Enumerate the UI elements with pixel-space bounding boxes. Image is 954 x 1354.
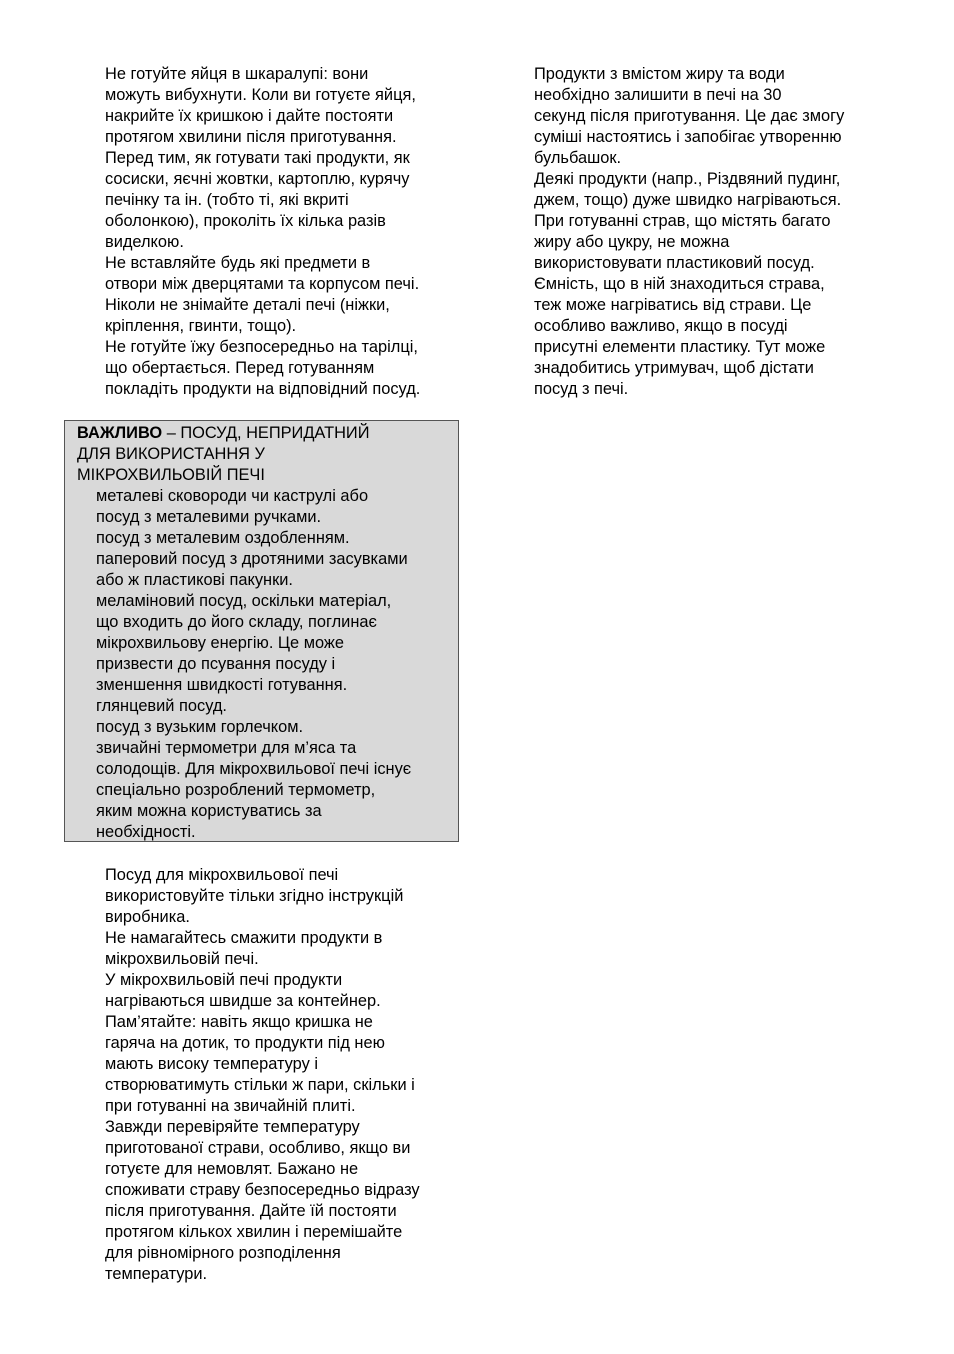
paragraph [105, 148, 420, 253]
paragraph [534, 169, 844, 211]
paragraph [105, 1117, 420, 1285]
text-line: Пам’ятайте: навіть якщо кришка не [105, 1013, 373, 1031]
text-line: що обертається. Перед готуванням [105, 359, 375, 377]
text-line: можуть вибухнути. Коли ви готуєте яйця, [105, 86, 416, 104]
text-line: ДЛЯ ВИКОРИСТАННЯ У [77, 445, 265, 463]
text-line: мікрохвильову енергію. Це може [96, 634, 344, 652]
text-line: зменшення швидкості готування. [96, 676, 348, 694]
text-line: присутні елементи пластику. Тут може [534, 338, 826, 356]
text-line: використовуйте тільки згідно інструкцій [105, 887, 404, 905]
text-line: після приготування. Дайте їй постояти [105, 1202, 397, 1220]
text-line: Не готуйте їжу безпосередньо на тарілці, [105, 338, 418, 356]
text-line: меламіновий посуд, оскільки матеріал, [96, 592, 392, 610]
list-item [96, 591, 458, 696]
text-line: виделкою. [105, 233, 184, 251]
important-label: ВАЖЛИВО [77, 424, 163, 442]
text-line: Не готуйте яйця в шкаралупі: вони [105, 65, 369, 83]
text-line: печінку та ін. (тобто ті, які вкриті [105, 191, 349, 209]
paragraph [105, 337, 420, 400]
text-line: протягом хвилини після приготування. [105, 128, 397, 146]
text-line: звичайні термометри для м’яса та [96, 739, 357, 757]
list-item [96, 549, 458, 591]
text-line: паперовий посуд з дротяними засувками [96, 550, 408, 568]
text-line: необхідно залишити в печі на 30 [534, 86, 782, 104]
text-line: металеві сковороди чи каструлі або [96, 487, 369, 505]
text-line: посуд з печі. [534, 380, 629, 398]
text-line: готуєте для немовлят. Бажано не [105, 1160, 359, 1178]
text-line: при готуванні на звичайній плиті. [105, 1097, 356, 1115]
text-line: Ємність, що в ній знаходиться страва, [534, 275, 825, 293]
text-line: необхідності. [96, 823, 196, 841]
text-line: протягом кількох хвилин і перемішайте [105, 1223, 403, 1241]
text-line: посуд з металевими ручками. [96, 508, 322, 526]
text-line: Деякі продукти (напр., Різдвяний пудинг, [534, 170, 841, 188]
paragraph [534, 64, 844, 169]
text-line: Продукти з вмістом жиру та води [534, 65, 785, 83]
text-line: що входить до його складу, поглинає [96, 613, 377, 631]
paragraph [105, 295, 420, 337]
text-line: для рівномірного розподілення [105, 1244, 341, 1262]
text-line: При готуванні страв, що містять багато [534, 212, 831, 230]
text-line: посуд з вузьким горлечком. [96, 718, 304, 736]
unsuitable-cookware-list [96, 486, 458, 843]
text-line: створюватимуть стільки ж пари, скільки і [105, 1076, 415, 1094]
text-line: жиру або цукру, не можна [534, 233, 730, 251]
text-line: накрийте їх кришкою і дайте постояти [105, 107, 394, 125]
text-line: солодощів. Для мікрохвильової печі існує [96, 760, 412, 778]
text-line: гаряча на дотик, то продукти під нею [105, 1034, 385, 1052]
left-column-bottom [105, 865, 420, 1285]
text-line: виробника. [105, 908, 190, 926]
paragraph [105, 970, 420, 1117]
list-item [96, 696, 458, 717]
paragraph [105, 253, 420, 295]
text-line: оболонкою), проколіть їх кілька разів [105, 212, 386, 230]
text-line: суміші настоятись і запобігає утворенню [534, 128, 842, 146]
paragraph [105, 928, 420, 970]
text-line: споживати страву безпосередньо відразу [105, 1181, 420, 1199]
text-line: глянцевий посуд. [96, 697, 227, 715]
right-column [534, 64, 844, 400]
text-line: кріплення, гвинти, тощо). [105, 317, 297, 335]
text-line: У мікрохвильовій печі продукти [105, 971, 343, 989]
list-item [96, 528, 458, 549]
text-line: покладіть продукти на відповідний посуд. [105, 380, 421, 398]
text-line: спеціально розроблений термометр, [96, 781, 376, 799]
text-line: Посуд для мікрохвильової печі [105, 866, 339, 884]
paragraph [105, 64, 420, 148]
text-line: Завжди перевіряйте температуру [105, 1118, 360, 1136]
list-item [96, 717, 458, 738]
text-line: використовувати пластиковий посуд. [534, 254, 815, 272]
text-line: теж може нагріватись від страви. Це [534, 296, 812, 314]
text-line: – ПОСУД, НЕПРИДАТНИЙ [162, 424, 370, 442]
left-column-top [105, 64, 420, 400]
paragraph [534, 211, 844, 400]
text-line: Не намагайтесь смажити продукти в [105, 929, 383, 947]
text-line: МІКРОХВИЛЬОВІЙ ПЕЧІ [77, 466, 265, 484]
list-item [96, 486, 458, 528]
text-line: або ж пластикові пакунки. [96, 571, 293, 589]
text-line: особливо важливо, якщо в посуді [534, 317, 788, 335]
text-line: нагріваються швидше за контейнер. [105, 992, 381, 1010]
text-line: Ніколи не знімайте деталі печі (ніжки, [105, 296, 390, 314]
important-heading [77, 423, 458, 486]
text-line: сосиски, яєчні жовтки, картоплю, курячу [105, 170, 410, 188]
text-line: Перед тим, як готувати такі продукти, як [105, 149, 410, 167]
important-notice-box [64, 420, 459, 842]
text-line: бульбашок. [534, 149, 622, 167]
text-line: отвори між дверцятами та корпусом печі. [105, 275, 420, 293]
text-line: мікрохвильовій печі. [105, 950, 259, 968]
paragraph [105, 865, 420, 928]
text-line: приготованої страви, особливо, якщо ви [105, 1139, 411, 1157]
list-item [96, 738, 458, 843]
text-line: знадобитись утримувач, щоб дістати [534, 359, 814, 377]
text-line: мають високу температуру і [105, 1055, 318, 1073]
text-line: секунд після приготування. Це дає змогу [534, 107, 845, 125]
text-line: температури. [105, 1265, 208, 1283]
text-line: джем, тощо) дуже швидко нагріваються. [534, 191, 842, 209]
text-line: яким можна користуватись за [96, 802, 322, 820]
text-line: посуд з металевим оздобленням. [96, 529, 350, 547]
text-line: призвести до псування посуду і [96, 655, 336, 673]
text-line: Не вставляйте будь які предмети в [105, 254, 371, 272]
